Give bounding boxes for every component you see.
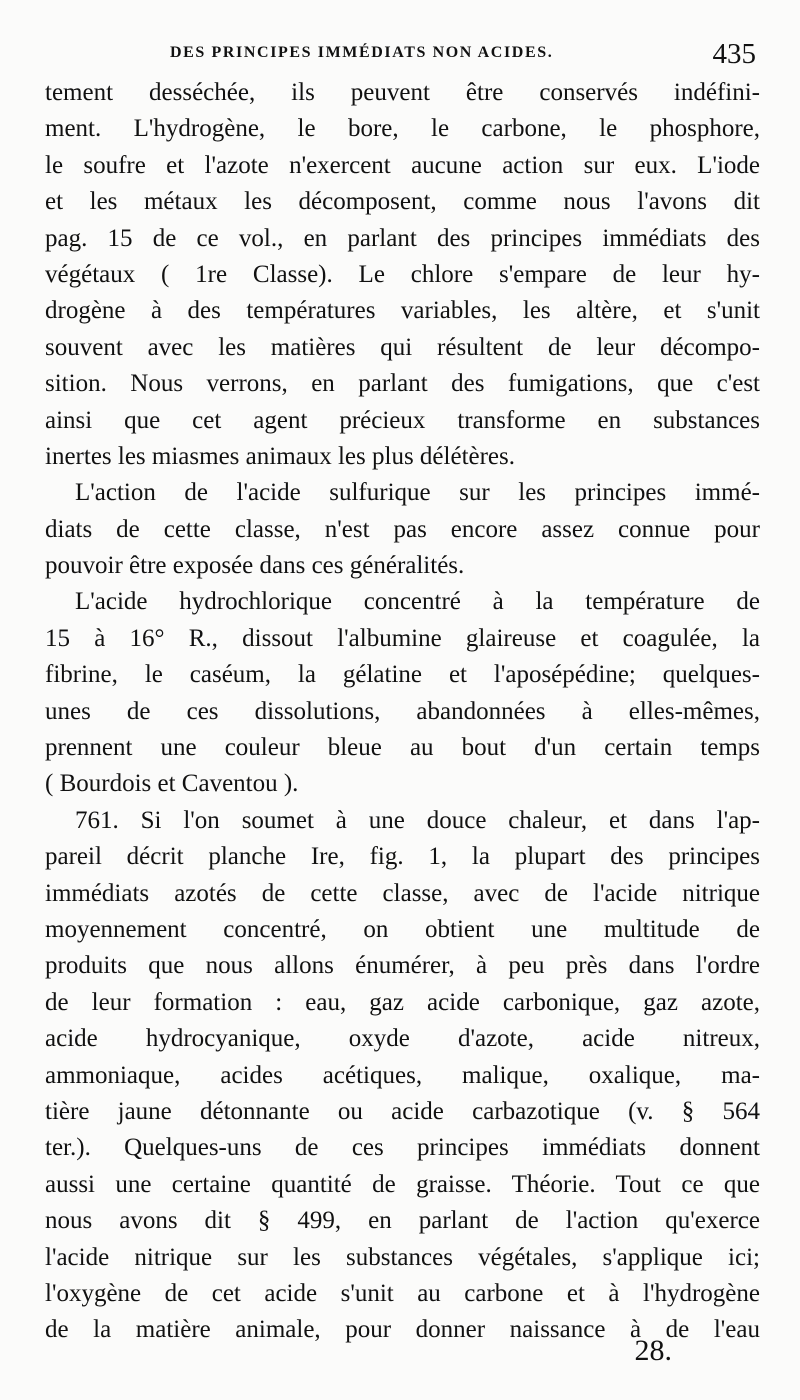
page-number: 435 bbox=[712, 38, 756, 70]
text-line: le soufre et l'azote n'exercent aucune action sur eux. L'iode bbox=[45, 151, 760, 179]
text-line: inertes les miasmes animaux les plus délétères. bbox=[45, 442, 516, 470]
text-line: l'oxygène de cet acide s'unit au carbone et à l'hydrogène bbox=[45, 1279, 760, 1307]
text-line: drogène à des températures variables, les altère, et s'unit bbox=[45, 297, 760, 325]
text-line: tement desséchée, ils peuvent être conservés indéfini- bbox=[45, 79, 760, 106]
text-line: tière jaune détonnante ou acide carbazotique (v. § 564 bbox=[45, 1097, 760, 1125]
text-line: produits que nous allons énumérer, à peu près dans l'ordre bbox=[45, 952, 760, 980]
text-line: ment. L'hydrogène, le bore, le carbone, le phosphore, bbox=[45, 115, 760, 143]
text-line: ainsi que cet agent précieux transforme en substances bbox=[45, 406, 760, 434]
text-line: ( Bourdois et Caventou ). bbox=[45, 770, 299, 798]
text-line: et les métaux les décomposent, comme nous l'avons dit bbox=[45, 188, 760, 216]
text-line: aussi une certaine quantité de graisse. Théorie. Tout ce que bbox=[45, 1170, 760, 1198]
text-line: pouvoir être exposée dans ces généralités. bbox=[45, 552, 465, 580]
text-line: l'acide nitrique sur les substances végétales, s'applique ici; bbox=[45, 1243, 760, 1271]
text-line: 761. Si l'on soumet à une douce chaleur, et dans l'ap- bbox=[75, 806, 760, 834]
text-line: ammoniaque, acides acétiques, malique, oxalique, ma- bbox=[45, 1061, 760, 1089]
text-line: 15 à 16° R., dissout l'albumine glaireuse et coagulée, la bbox=[45, 624, 760, 652]
text-line: nous avons dit § 499, en parlant de l'action qu'exerce bbox=[45, 1207, 760, 1235]
body-text bbox=[45, 75, 760, 1349]
text-line: ter.). Quelques-uns de ces principes immédiats donnent bbox=[45, 1134, 760, 1162]
running-head: DES PRINCIPES IMMÉDIATS NON ACIDES. bbox=[170, 44, 554, 61]
text-line: de leur formation : eau, gaz acide carbonique, gaz azote, bbox=[45, 988, 760, 1016]
text-line: prennent une couleur bleue au bout d'un certain temps bbox=[45, 734, 760, 762]
text-line: de la matière animale, pour donner naissance à de l'eau bbox=[45, 1316, 760, 1344]
text-line: végétaux ( 1re Classe). Le chlore s'empare de leur hy- bbox=[45, 260, 760, 288]
text-line: pareil décrit planche Ire, fig. 1, la plupart des principes bbox=[45, 843, 760, 871]
text-line: immédiats azotés de cette classe, avec de l'acide nitrique bbox=[45, 879, 760, 907]
text-line: moyennement concentré, on obtient une multitude de bbox=[45, 915, 760, 943]
text-line: L'action de l'acide sulfurique sur les principes immé- bbox=[75, 479, 760, 507]
text-line: L'acide hydrochlorique concentré à la température de bbox=[75, 588, 760, 616]
text-line: acide hydrocyanique, oxyde d'azote, acide nitreux, bbox=[45, 1025, 760, 1053]
text-line: fibrine, le caséum, la gélatine et l'aposépédine; quelques- bbox=[45, 661, 760, 689]
text-line: sition. Nous verrons, en parlant des fumigations, que c'est bbox=[45, 370, 760, 398]
text-line: diats de cette classe, n'est pas encore assez connue pour bbox=[45, 515, 760, 543]
signature-mark: 28. bbox=[634, 1334, 672, 1367]
page-header bbox=[170, 38, 760, 78]
text-line: pag. 15 de ce vol., en parlant des principes immédiats des bbox=[45, 224, 760, 252]
text-line: souvent avec les matières qui résultent de leur décompo- bbox=[45, 333, 760, 361]
text-line: unes de ces dissolutions, abandonnées à elles-mêmes, bbox=[45, 697, 760, 725]
